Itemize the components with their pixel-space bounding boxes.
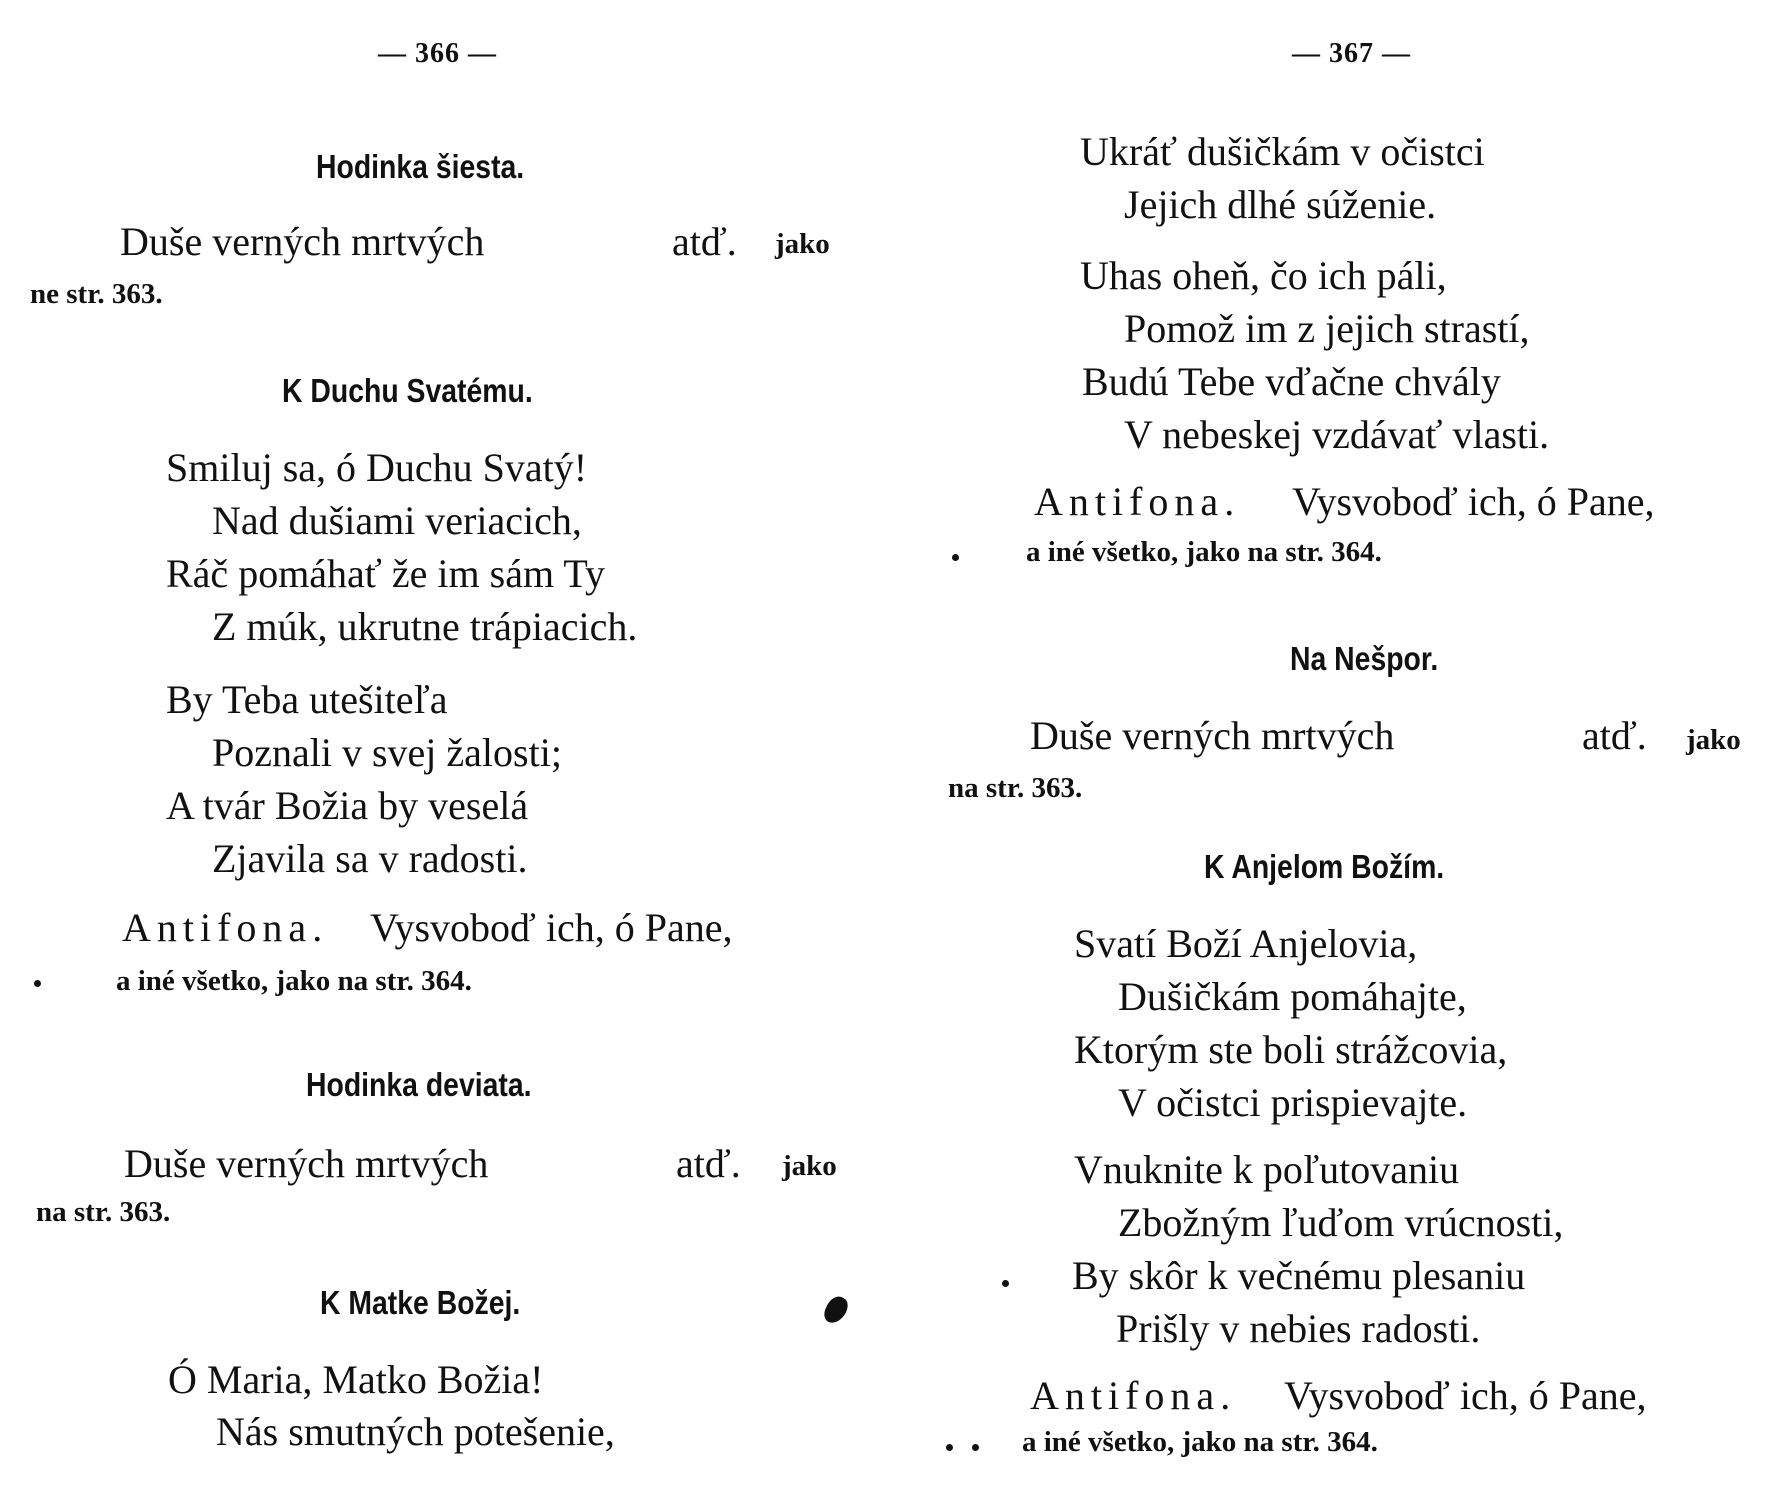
antiphon-text: Vysvoboď ich, ó Pane, [370, 905, 733, 950]
verse-line: V nebeskej vzdávať vlasti. [1124, 412, 1550, 457]
verse-line: Z múk, ukrutne trápiacich. [212, 604, 638, 649]
verse-line: Ó Maria, Matko Božia! [168, 1357, 544, 1402]
antiphon-continuation: a iné všetko, jako na str. 364. [1026, 536, 1382, 568]
verse-line: Uhas oheň, čo ich páli, [1080, 253, 1447, 298]
antiphon-label: Antifona. [1030, 1373, 1237, 1418]
margin-dot [34, 980, 41, 987]
verse-line: Ráč pomáhať že im sám Ty [166, 551, 605, 596]
margin-dot [952, 554, 959, 561]
reference-page: na str. 363. [948, 772, 1083, 804]
verse-line: A tvár Božia by veselá [166, 783, 529, 828]
ink-smudge [821, 1293, 851, 1327]
reference-as: jako [782, 1150, 837, 1182]
section-heading: K Duchu Svatému. [282, 372, 533, 409]
section-heading: K Anjelom Božím. [1204, 848, 1445, 885]
verse-line: Smiluj sa, ó Duchu Svatý! [166, 445, 588, 490]
margin-dot [946, 1444, 953, 1451]
verse-line: Vnuknite k poľutovaniu [1074, 1147, 1460, 1192]
verse-line: Jejich dlhé súženie. [1124, 182, 1437, 227]
antiphon-text: Vysvoboď ich, ó Pane, [1284, 1373, 1647, 1418]
antiphon-label: Antifona. [122, 905, 329, 950]
reference-page: na str. 363. [36, 1196, 171, 1228]
reference-text: Duše verných mrtvých [124, 1141, 489, 1186]
margin-dot [1002, 1280, 1009, 1287]
verse-line: V očistci prispievajte. [1118, 1080, 1468, 1125]
verse-line: Svatí Boží Anjelovia, [1074, 921, 1418, 966]
reference-as: jako [1686, 724, 1741, 756]
reference-text: Duše verných mrtvých [1030, 713, 1395, 758]
verse-line: Dušičkám pomáhajte, [1118, 974, 1467, 1019]
right-page [920, 0, 1788, 1500]
antiphon-label: Antifona. [1034, 479, 1241, 524]
verse-line: Ktorým ste boli strážcovia, [1074, 1027, 1508, 1072]
section-heading: Na Nešpor. [1290, 640, 1439, 677]
section-heading: Hodinka šiesta. [316, 148, 525, 185]
verse-line: By Teba utešiteľa [166, 677, 448, 722]
verse-line: Prišly v nebies radosti. [1116, 1306, 1481, 1351]
reference-as: jako [775, 228, 830, 260]
verse-line: Nás smutných potešenie, [216, 1409, 615, 1454]
antiphon-text: Vysvoboď ich, ó Pane, [1292, 479, 1655, 524]
verse-line: Poznali v svej žalosti; [212, 730, 562, 775]
verse-line: Pomož im z jejich strastí, [1124, 306, 1530, 351]
antiphon-continuation: a iné všetko, jako na str. 364. [1022, 1426, 1378, 1458]
reference-etc: atď. [676, 1141, 741, 1186]
section-heading: Hodinka deviata. [306, 1066, 532, 1103]
left-page [0, 0, 880, 1500]
verse-line: Zjavila sa v radosti. [212, 836, 528, 881]
page-number: — 367 — [1292, 38, 1411, 69]
section-heading: K Matke Božej. [320, 1284, 521, 1321]
reference-page: ne str. 363. [30, 278, 163, 310]
verse-line: Nad dušiami veriacich, [212, 498, 582, 543]
verse-line: Zbožným ľuďom vrúcnosti, [1118, 1200, 1564, 1245]
verse-line: Budú Tebe vďačne chvály [1082, 359, 1501, 404]
verse-line: Ukráť dušičkám v očistci [1080, 129, 1485, 174]
reference-etc: atď. [1582, 713, 1647, 758]
reference-etc: atď. [672, 219, 737, 264]
page-number: — 366 — [378, 38, 497, 69]
margin-dot [972, 1444, 979, 1451]
reference-text: Duše verných mrtvých [120, 219, 485, 264]
antiphon-continuation: a iné všetko, jako na str. 364. [116, 965, 472, 997]
verse-line: By skôr k večnému plesaniu [1072, 1253, 1526, 1298]
